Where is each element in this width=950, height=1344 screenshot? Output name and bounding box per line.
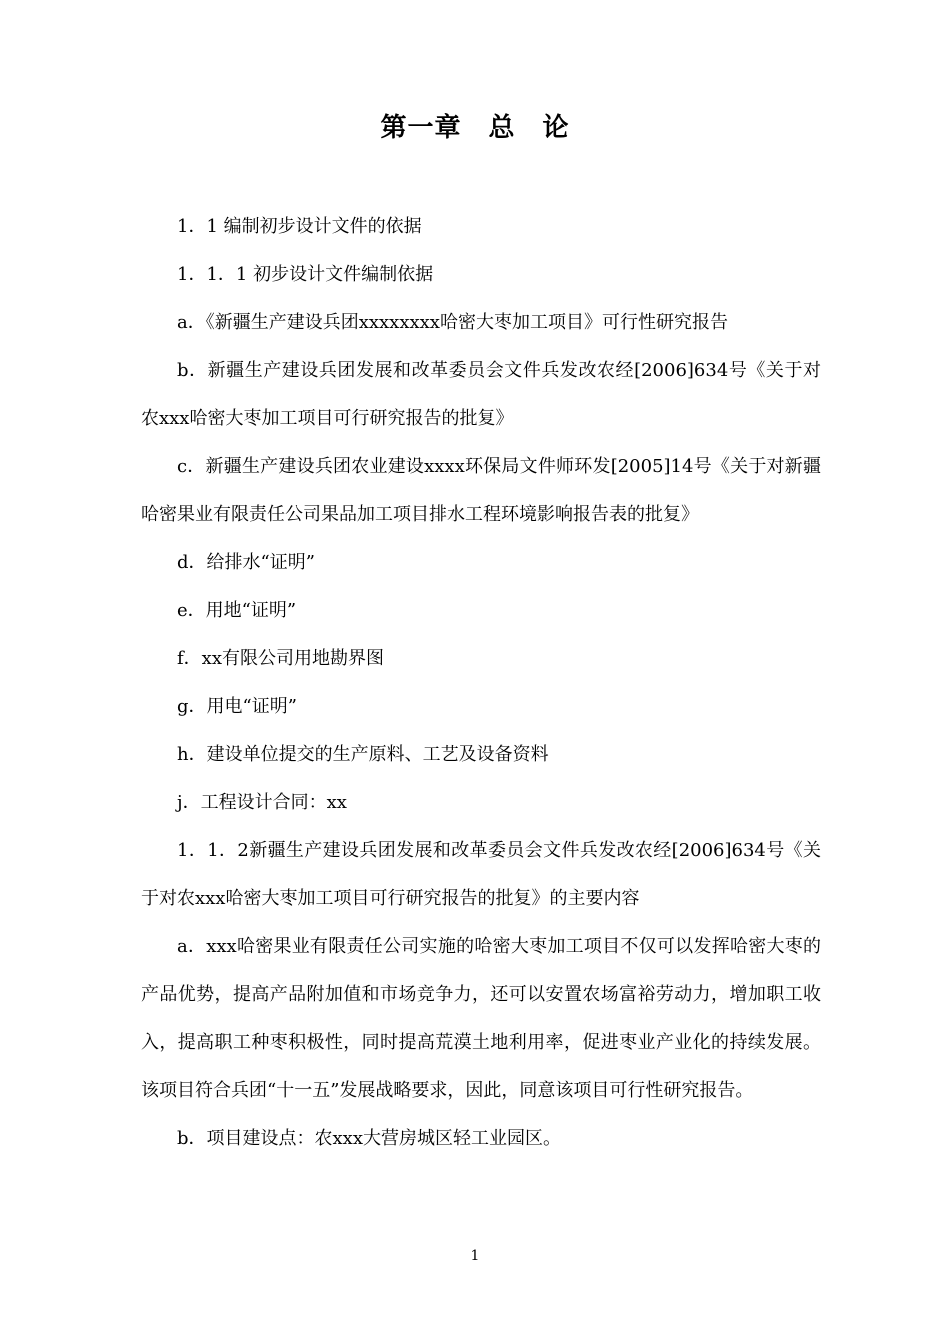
page-number: 1 bbox=[470, 1248, 480, 1264]
basis-item-d: d．给排水“证明” bbox=[177, 552, 315, 573]
basis-item-c: c．新疆生产建设兵团农业建设xxxx环保局文件师环发[2005]14号《关于对新疆哈密果业有限责任公司果品加工项目排水工程环境影响报告表的批复》 bbox=[141, 456, 821, 525]
content-item-a: a．xxx哈密果业有限责任公司实施的哈密大枣加工项目不仅可以发挥哈密大枣的产品优势，提高产品附加值和市场竞争力，还可以安置农场富裕劳动力，增加职工收入，提高职工种枣积极性，同时提高荒漠土地利用率，促进枣业产业化的持续发展。该项目符合兵团“十一五”发展战略要求，因此，同意该项目可行性研究报告。 bbox=[141, 936, 821, 1101]
section-heading: 1．1 编制初步设计文件的依据 bbox=[177, 216, 422, 237]
document-body bbox=[141, 203, 821, 1163]
basis-item-f: f．xx有限公司用地勘界图 bbox=[177, 648, 384, 669]
subsection-heading: 1．1．1 初步设计文件编制依据 bbox=[177, 264, 434, 285]
basis-item-j: j．工程设计合同：xx bbox=[177, 792, 347, 813]
basis-item-g: g．用电“证明” bbox=[177, 696, 297, 717]
basis-item-a: a．《新疆生产建设兵团xxxxxxxx哈密大枣加工项目》可行性研究报告 bbox=[177, 312, 728, 333]
content-item-b: b．项目建设点：农xxx大营房城区轻工业园区。 bbox=[177, 1128, 561, 1149]
basis-item-b: b．新疆生产建设兵团发展和改革委员会文件兵发改农经[2006]634号《关于对农xxx哈密大枣加工项目可行研究报告的批复》 bbox=[141, 360, 821, 429]
chapter-title: 第一章 总 论 bbox=[380, 113, 570, 143]
basis-item-h: h．建设单位提交的生产原料、工艺及设备资料 bbox=[177, 744, 549, 765]
subsection-heading-2: 1．1．2新疆生产建设兵团发展和改革委员会文件兵发改农经[2006]634号《关于对农xxx哈密大枣加工项目可行研究报告的批复》的主要内容 bbox=[141, 840, 821, 909]
basis-item-e: e．用地“证明” bbox=[177, 600, 297, 621]
